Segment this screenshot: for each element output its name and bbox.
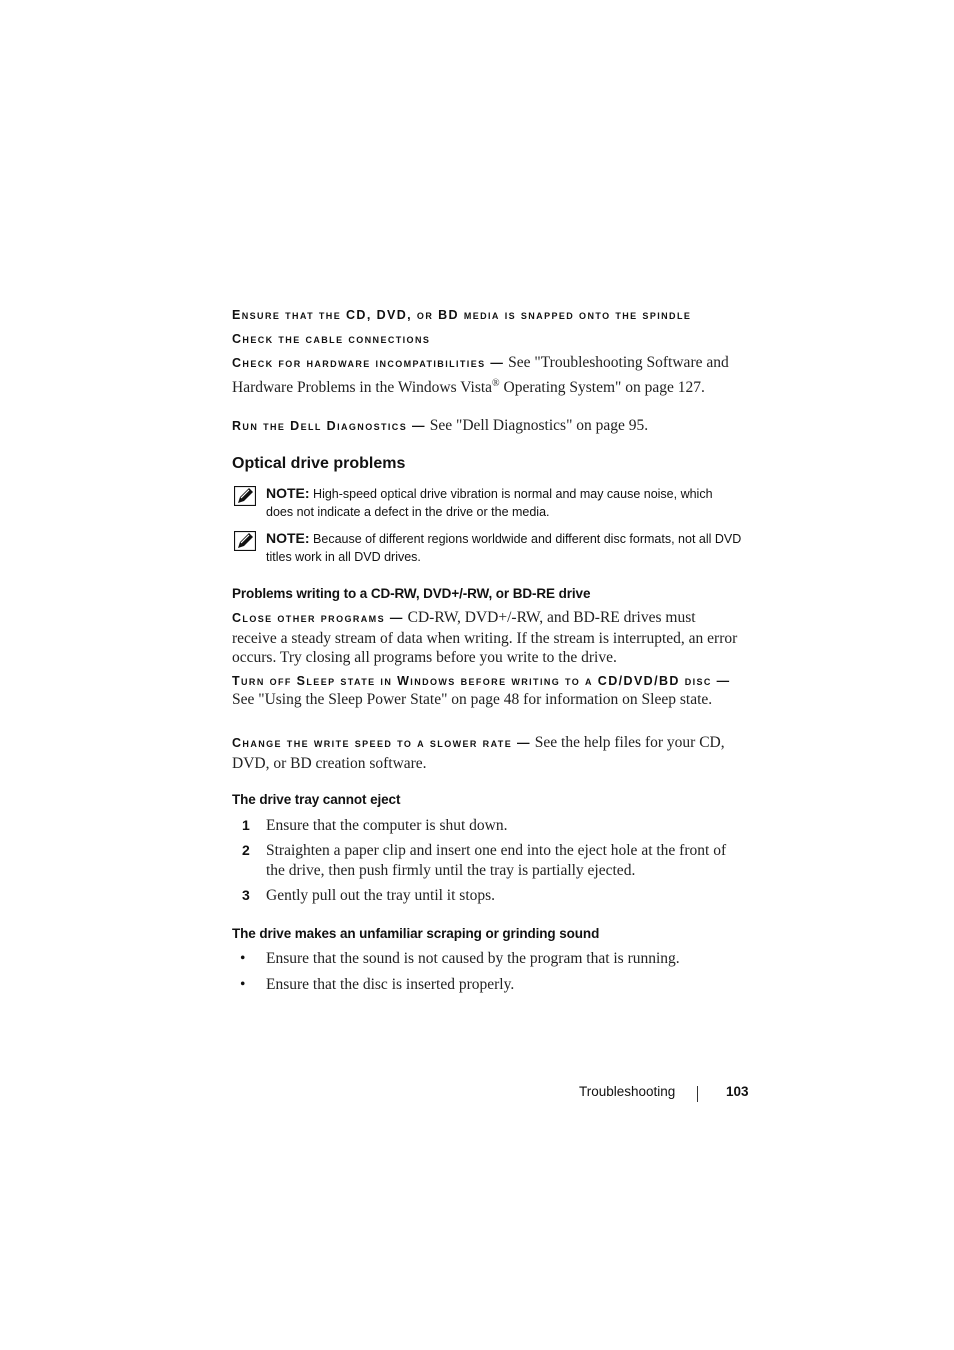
subsection-title-tray: The drive tray cannot eject — [232, 792, 401, 807]
step-heading: Close other programs — — [232, 611, 404, 625]
note-text: High-speed optical drive vibration is normal and may cause noise, which does not indicate a defect in the drive or the media. — [266, 487, 713, 519]
step-text: See "Troubleshooting Software and Hardware Problems in the Windows Vista — [232, 354, 729, 396]
step-text: See "Using the Sleep Power State" on page 48 for information on Sleep state. — [232, 690, 713, 708]
step-ensure-spindle — [232, 305, 740, 326]
step-text: See the help files for your CD, DVD, or BD creation software. — [232, 734, 725, 772]
note-label: NOTE: — [266, 530, 310, 546]
note-pencil-icon — [234, 486, 256, 506]
bullet-text: Ensure that the disc is inserted properly. — [266, 976, 515, 993]
page-number: 103 — [726, 1084, 749, 1099]
footer-divider — [697, 1086, 698, 1102]
step-turn-off-sleep — [232, 672, 740, 709]
step-text: Operating System" on page 127. — [499, 378, 705, 396]
step-check-cable — [232, 329, 740, 350]
step-change-speed — [232, 733, 740, 773]
footer-section: Troubleshooting — [579, 1084, 676, 1099]
step-number: 3 — [242, 887, 250, 903]
step-heading: Check the cable connections — [232, 332, 431, 346]
step-text: Gently pull out the tray until it stops. — [266, 887, 496, 904]
section-title: Optical drive problems — [232, 455, 406, 472]
step-heading: Change the write speed to a slower rate — — [232, 736, 531, 750]
note-label: NOTE: — [266, 485, 310, 501]
step-number: 2 — [242, 842, 250, 858]
step-text: CD-RW, DVD+/-RW, and BD-RE drives must receive a steady stream of data when writing. If the stream is interrupted, an error occurs. Try closing all programs before you write to the drive. — [232, 609, 738, 666]
step-close-programs — [232, 608, 740, 668]
subsection-title-writing: Problems writing to a CD-RW, DVD+/-RW, or BD-RE drive — [232, 586, 591, 601]
step-text: Ensure that the computer is shut down. — [266, 817, 508, 834]
note-pencil-icon — [234, 531, 256, 551]
bullet-text: Ensure that the sound is not caused by the program that is running. — [266, 950, 680, 967]
note-text: Because of different regions worldwide and different disc formats, not all DVD titles work in all DVD drives. — [266, 532, 742, 564]
step-text: Straighten a paper clip and insert one end into the eject hole at the front of the drive, then push firmly until the tray is partially ejected. — [266, 842, 727, 879]
subsection-title-sound: The drive makes an unfamiliar scraping or grinding sound — [232, 926, 600, 941]
bullet: • — [240, 976, 246, 993]
step-heading: Check for hardware incompatibilities — — [232, 356, 505, 370]
step-heading: Run the Dell Diagnostics — — [232, 419, 426, 433]
step-text: See "Dell Diagnostics" on page 95. — [425, 417, 649, 434]
step-number: 1 — [242, 817, 250, 833]
step-run-diagnostics — [232, 416, 740, 437]
step-check-hardware — [232, 353, 740, 397]
step-heading: Turn off Sleep state in Windows before writing to a CD/DVD/BD disc — — [232, 674, 731, 688]
registered-mark: ® — [492, 377, 500, 389]
step-heading: Ensure that the CD, DVD, or BD media is snapped onto the spindle — [232, 308, 692, 322]
bullet: • — [240, 950, 246, 967]
